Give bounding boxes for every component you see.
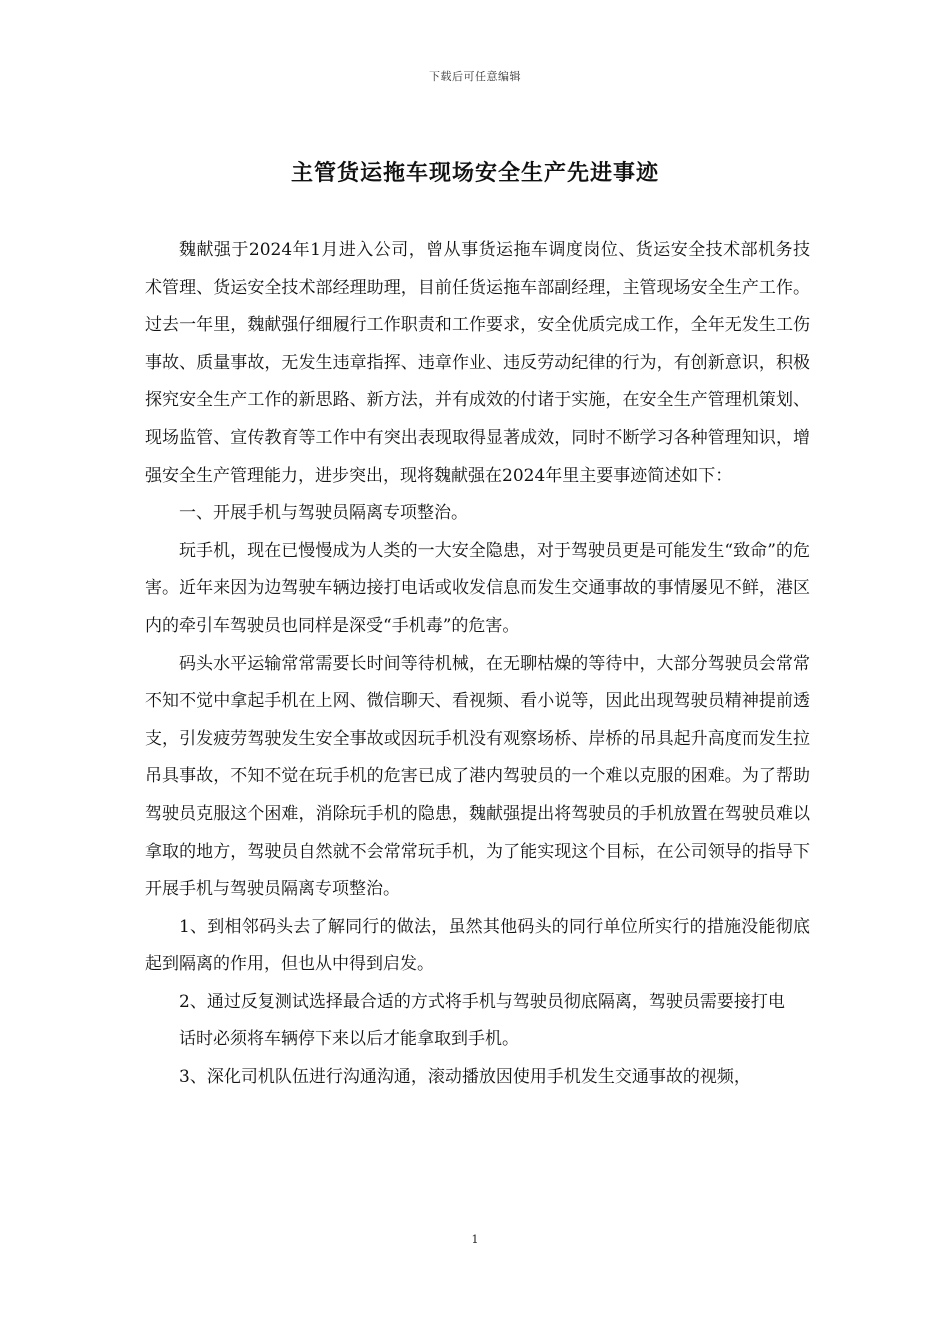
paragraph-intro: 魏献强于2024年1月进入公司，曾从事货运拖车调度岗位、货运安全技术部机务技术管理、货运安全技术部经理助理，目前任货运拖车部副经理，主管现场安全生产工作。过去一年里，魏献强仔细履行工作职责和工作要求，安全优质完成工作，全年无发生工伤事故、质量事故，无发生违章指挥、违章作业、违反劳动纪律的行为，有创新意识，积极探究安全生产工作的新思路、新方法，并有成效的付诸于实施，在安全生产管理机策划、现场监管、宣传教育等工作中有突出表现取得显著成效，同时不断学习各种管理知识，增强安全生产管理能力，进步突出，现将魏献强在2024年里主要事迹简述如下： <box>145 240 810 486</box>
paragraph-item-2: 2、通过反复测试选择最合适的方式将手机与驾驶员彻底隔离，驾驶员需要接打电 <box>179 991 785 1012</box>
document-body <box>145 232 810 1097</box>
paragraph-item-1: 1、到相邻码头去了解同行的做法，虽然其他码头的同行单位所实行的措施没能彻底起到隔离的作用，但也从中得到启发。 <box>145 916 810 975</box>
paragraph-item-3: 3、深化司机队伍进行沟通沟通，滚动播放因使用手机发生交通事故的视频， <box>179 1067 751 1088</box>
paragraph-item-2-continued: 话时必须将车辆停下来以后才能拿取到手机。 <box>179 1029 519 1050</box>
paragraph-phone-hazard: 玩手机，现在已慢慢成为人类的一大安全隐患，对于驾驶员更是可能发生“致命”的危害。近年来因为边驾驶车辆边接打电话或收发信息而发生交通事故的事情屡见不鲜，港区内的牵引车驾驶员也同样是深受“手机毒”的危害。 <box>145 540 810 636</box>
paragraph-section-heading: 一、开展手机与驾驶员隔离专项整治。 <box>179 503 468 524</box>
paragraph-waiting-problem: 码头水平运输常常需要长时间等待机械，在无聊枯燥的等待中，大部分驾驶员会常常不知不觉中拿起手机在上网、微信聊天、看视频、看小说等，因此出现驾驶员精神提前透支，引发疲劳驾驶发生安全事故或因玩手机没有观察场桥、岸桥的吊具起升高度而发生拉吊具事故，不知不觉在玩手机的危害已成了港内驾驶员的一个难以克服的困难。为了帮助驾驶员克服这个困难，消除玩手机的隐患，魏献强提出将驾驶员的手机放置在驾驶员难以拿取的地方，驾驶员自然就不会常常玩手机，为了能实现这个目标，在公司领导的指导下开展手机与驾驶员隔离专项整治。 <box>145 653 810 900</box>
page-number: 1 <box>471 1233 479 1246</box>
document-title: 主管货运拖车现场安全生产先进事迹 <box>290 160 659 186</box>
page-header-note: 下载后可任意编辑 <box>429 70 521 83</box>
